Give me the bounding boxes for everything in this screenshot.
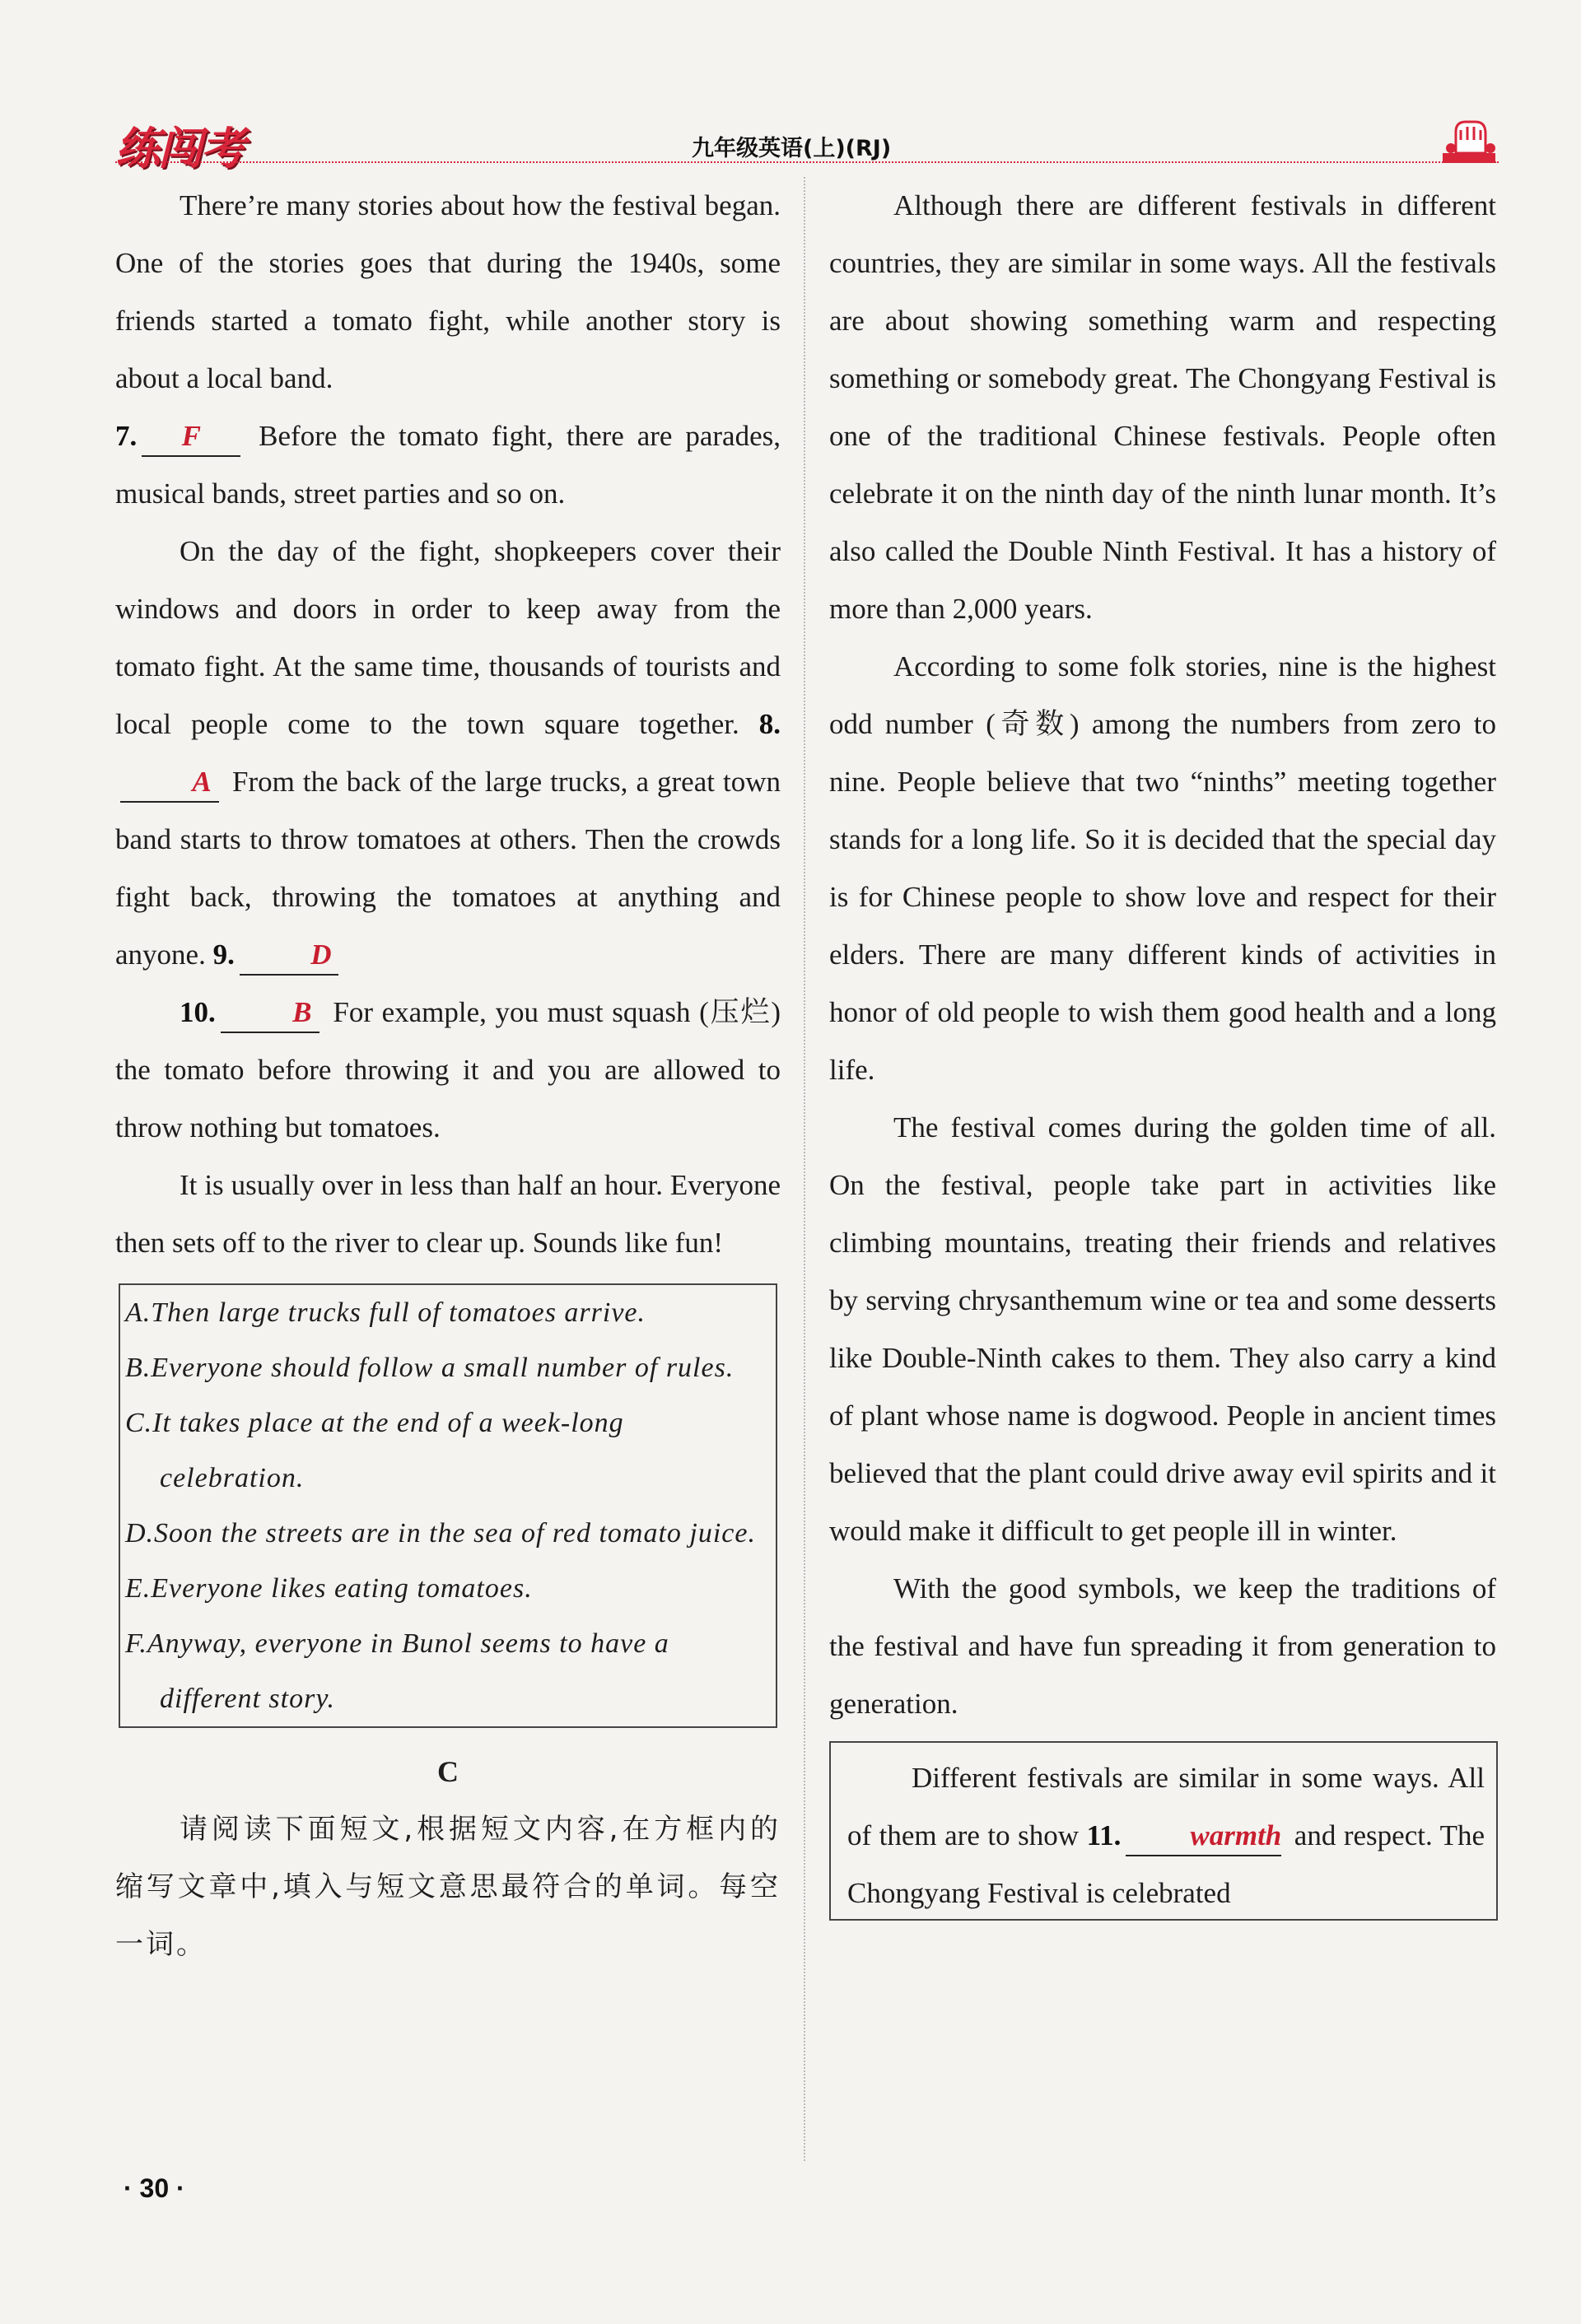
left-column xyxy=(115,177,781,1973)
brand-logo: 练闯考 xyxy=(115,123,244,175)
right-column xyxy=(829,177,1496,1921)
question-number: 7. xyxy=(115,420,138,452)
question-number: 10. xyxy=(180,996,216,1028)
paragraph-text: On the day of the fight, shopkeepers cover their windows and doors in order to keep away from the tomato fight. At the same time, thousands of tourists and local people come to the town square together. xyxy=(115,535,781,740)
paragraph xyxy=(115,1157,781,1272)
paragraph-text: For example, you must squash (压烂) the tomato before throwing it and you are allowed to throw nothing but tomatoes. xyxy=(115,996,781,1143)
answer-blank-8[interactable]: A xyxy=(120,763,219,803)
option-item: A.Then large trucks full of tomatoes arrive. xyxy=(125,1297,646,1328)
question-number: 8. xyxy=(758,708,781,740)
paragraph: The festival comes during the golden time of all. On the festival, people take part in activities like climbing mountains, treating their friends and relatives by serving chrysanthemum wine or tea and some desserts like Double-Ninth cakes to them. They also carry a kind of plant whose name is dogwood. People in ancient times believed that the plant could drive away evil spirits and it would make it difficult to get people ill in winter. xyxy=(829,1111,1496,1547)
summary-text: Different festivals are similar in some ways. All of them are to show xyxy=(847,1762,1485,1851)
question-number: 9. xyxy=(212,938,235,971)
fist-mascot-icon xyxy=(1439,115,1499,166)
paragraph: With the good symbols, we keep the traditions of the festival and have fun spreading it from generation to generation. xyxy=(829,1572,1496,1720)
summary-paragraph xyxy=(847,1749,1485,1921)
paragraph: Although there are different festivals in different countries, they are similar in some ways. All the festivals are about showing something warm and respecting something or somebody great. The Chongyang Festival is one of the traditional Chinese festivals. People often celebrate it on the ninth day of the ninth lunar month. It’s also called the Double Ninth Festival. It has a history of more than 2,000 years. xyxy=(829,189,1496,625)
answer-blank-9[interactable]: D xyxy=(240,936,338,976)
option-item: C.It takes place at the end of a week-long celebration. xyxy=(125,1408,624,1493)
page-header-title: 九年级英语(上)(RJ) xyxy=(692,136,892,161)
summary-text: and respect. The Chongyang Festival is celebrated xyxy=(847,1819,1485,1909)
paragraph-text: It is usually over in less than half an hour. Everyone then sets off to the river to clear up. Sounds like fun! xyxy=(115,1169,781,1259)
option-item: B.Everyone should follow a small number of rules. xyxy=(125,1353,735,1383)
options-box xyxy=(119,1283,777,1728)
question-number: 11. xyxy=(1086,1819,1122,1851)
option-item: F.Anyway, everyone in Bunol seems to have a different story. xyxy=(125,1628,669,1714)
paragraph-text: There’re many stories about how the festival began. One of the stories goes that during the 1940s, some friends started a tomato fight, while another story is about a local band. xyxy=(115,189,781,394)
header-divider xyxy=(115,161,1499,163)
answer-blank-11[interactable]: warmth xyxy=(1126,1817,1281,1856)
paragraph xyxy=(115,523,781,984)
instruction-text: 请阅读下面短文,根据短文内容,在方框内的缩写文章中,填入与短文意思最符合的单词。每空一词。 xyxy=(115,1813,781,1961)
option-item: D.Soon the streets are in the sea of red tomato juice. xyxy=(125,1518,756,1549)
paragraph xyxy=(115,177,781,408)
paragraph xyxy=(115,408,781,523)
column-divider xyxy=(804,177,805,2161)
summary-box xyxy=(829,1741,1498,1921)
answer-blank-10[interactable]: B xyxy=(221,994,319,1033)
page-number: · 30 · xyxy=(124,2173,185,2203)
paragraph-text: Before the tomato fight, there are parades, musical bands, street parties and so on. xyxy=(115,420,781,510)
paragraph-text: From the back of the large trucks, a great town band starts to throw tomatoes at others. Then the crowds fight back, throwing the tomatoes at anything and anyone. xyxy=(115,766,781,971)
section-label: C xyxy=(437,1755,459,1788)
paragraph: According to some folk stories, nine is the highest odd number (奇数) among the numbers from zero to nine. People believe that two “ninths” meeting together stands for a long life. So it is decided that the special day is for Chinese people to show love and respect for their elders. There are many different kinds of activities in honor of old people to wish them good health and a long life. xyxy=(829,650,1496,1086)
answer-blank-7[interactable]: F xyxy=(142,417,240,457)
paragraph xyxy=(115,984,781,1157)
option-item: E.Everyone likes eating tomatoes. xyxy=(125,1573,533,1604)
